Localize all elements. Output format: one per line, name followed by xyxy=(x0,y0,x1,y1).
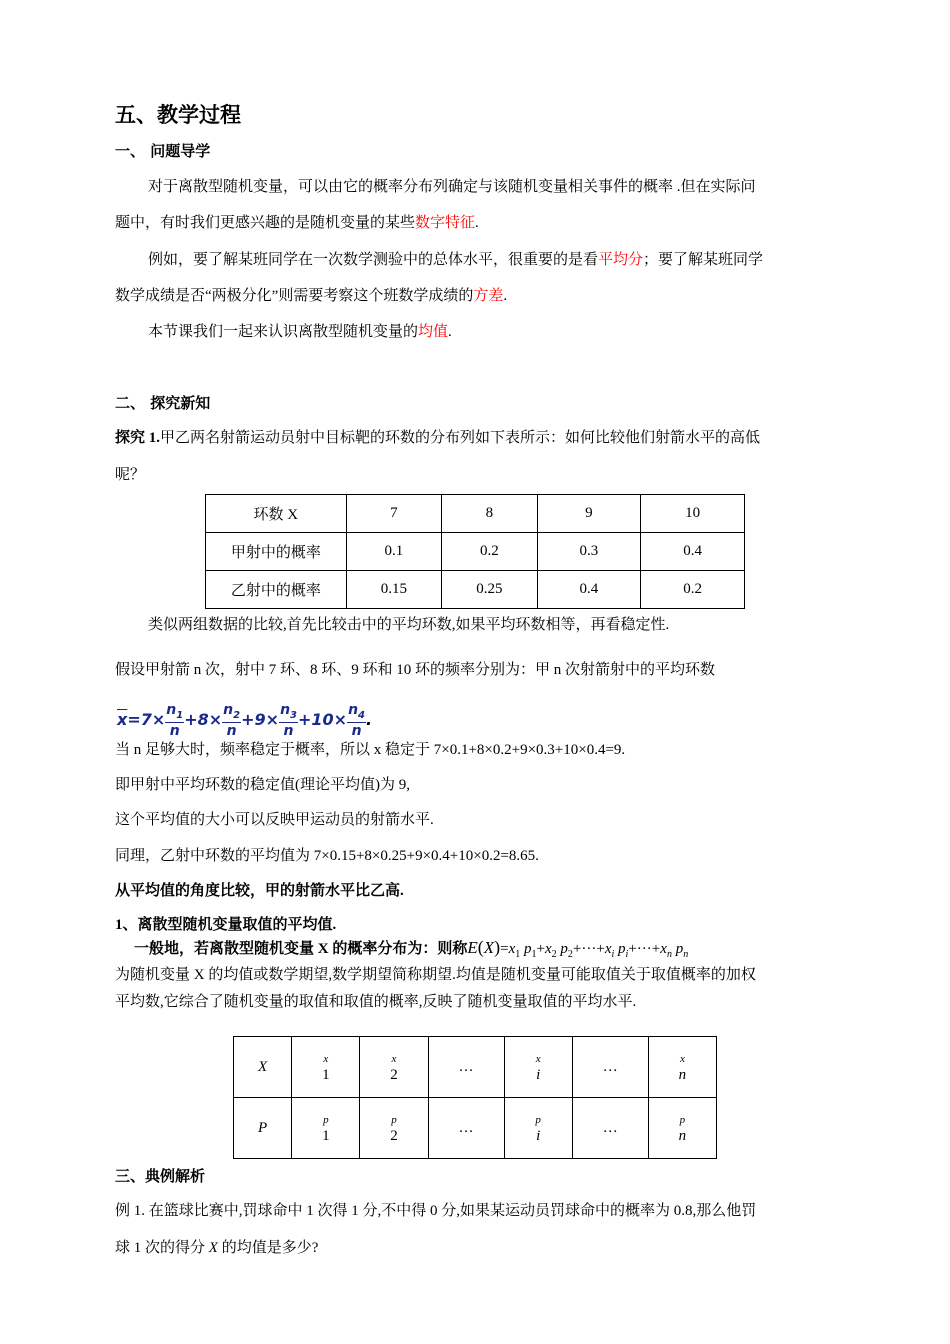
formula-term: p xyxy=(560,941,568,957)
table-cell xyxy=(648,1098,716,1159)
table-cell: 8 xyxy=(442,495,537,533)
table-cell: 9 xyxy=(537,495,641,533)
text: p xyxy=(323,1114,329,1126)
text: n xyxy=(166,702,177,719)
table-row xyxy=(206,495,745,533)
text: n xyxy=(348,702,359,719)
text: 2 xyxy=(551,949,557,960)
formula-term: x xyxy=(660,941,667,957)
table-cell: 0.2 xyxy=(641,571,745,609)
yi-mean-line: 同理，乙射中环数的平均值为 7×0.15+8×0.25+9×0.4+10×0.2=8.65. xyxy=(115,848,539,864)
table-cell: 10 xyxy=(641,495,745,533)
paragraph-3 xyxy=(148,320,452,341)
text: 3 xyxy=(290,709,297,721)
text: n xyxy=(226,722,237,739)
text: 2 xyxy=(390,1128,398,1144)
table-cell: 0.25 xyxy=(442,571,537,609)
highlight-numeric-feature: 数字特征 xyxy=(415,215,476,231)
fraction xyxy=(347,703,366,738)
x-bar: $\overline{x}$ xyxy=(117,710,128,729)
example-1-line-b xyxy=(115,1236,318,1257)
text: 例如，要了解某班同学在一次数学测验中的总体水平，很重要的是看 xyxy=(148,252,599,268)
table-row xyxy=(206,571,745,609)
formula-term: + xyxy=(536,941,545,957)
text: 2 xyxy=(233,709,241,721)
fraction xyxy=(279,703,298,738)
formula-term: p xyxy=(675,941,684,957)
text: p xyxy=(391,1114,397,1126)
formula-term: ··· xyxy=(581,941,597,957)
table-cell: 乙射中的概率 xyxy=(206,571,347,609)
paragraph-2b xyxy=(115,284,507,305)
text: 数学成绩是否“两极分化”则需要考察这个班数学成绩的 xyxy=(115,288,474,304)
text: 2 xyxy=(567,949,573,960)
text: X xyxy=(208,1240,218,1256)
formula-term: p xyxy=(618,941,626,957)
paragraph-1a: 对于离散型随机变量，可以由它的概率分布列确定与该随机变量相关事件的概率 .但在实际问 xyxy=(148,179,756,195)
text: x xyxy=(323,1053,329,1065)
table-cell: … xyxy=(428,1037,504,1098)
table-cell xyxy=(504,1098,572,1159)
text: 甲乙两名射箭运动员射中目标靶的环数的分布列如下表所示：如何比较他们射箭水平的高低 xyxy=(160,430,761,446)
conclusion-line: 从平均值的角度比较，甲的射箭水平比乙高. xyxy=(115,883,404,899)
text: 1 xyxy=(515,949,521,960)
formula-term: ··· xyxy=(636,941,652,957)
table-cell: … xyxy=(572,1037,648,1098)
explore-1-line-b: 呢？ xyxy=(115,467,146,483)
mean-rings-formula xyxy=(117,700,372,740)
text: n xyxy=(678,1067,687,1083)
formula-term: + xyxy=(628,941,637,957)
table-cell xyxy=(648,1037,716,1098)
fraction xyxy=(222,703,241,738)
text: 球 1 次的得分 xyxy=(115,1240,209,1256)
text: 1 xyxy=(322,1128,330,1144)
text: n xyxy=(280,702,291,719)
highlight-average-score: 平均分 xyxy=(598,252,644,268)
text: p xyxy=(679,1114,686,1126)
text: 1 xyxy=(176,709,184,721)
text: n xyxy=(666,949,672,960)
table-row xyxy=(234,1098,717,1159)
text: n xyxy=(678,1128,687,1144)
text: i xyxy=(536,1067,541,1083)
text: n xyxy=(283,722,294,739)
highlight-variance: 方差 xyxy=(473,288,504,304)
subheading-mean: 1、离散型随机变量取值的平均值. xyxy=(115,917,337,933)
text: 1 xyxy=(322,1067,330,1083)
table-row xyxy=(234,1037,717,1098)
explore-label: 探究 1. xyxy=(115,430,161,446)
heading-problem-guide: 一、 问题导学 xyxy=(115,142,211,160)
table-cell xyxy=(292,1037,360,1098)
table-cell: P xyxy=(234,1098,292,1159)
text: i xyxy=(536,1128,541,1144)
table-cell xyxy=(360,1037,428,1098)
formula-term: . xyxy=(366,710,373,729)
table-cell: 环数 X xyxy=(206,495,347,533)
reflect-line: 这个平均值的大小可以反映甲运动员的射箭水平. xyxy=(115,812,434,828)
table-cell: X xyxy=(234,1037,292,1098)
formula-term: p xyxy=(524,941,532,957)
text: n xyxy=(223,702,234,719)
text: 4 xyxy=(358,709,366,721)
formula-term: + xyxy=(572,941,582,957)
formula-term: x xyxy=(604,941,612,957)
formula-term: = xyxy=(500,941,509,957)
table-cell: 0.2 xyxy=(442,533,537,571)
table-cell xyxy=(292,1098,360,1159)
text: x xyxy=(679,1053,685,1065)
section-title: 五、教学过程 xyxy=(115,103,241,127)
text: x xyxy=(535,1053,541,1065)
text: 1 xyxy=(531,949,537,960)
heading-explore-new: 二、 探究新知 xyxy=(115,394,211,412)
table-cell: 0.3 xyxy=(537,533,641,571)
table-cell: … xyxy=(428,1098,504,1159)
table-cell: 0.1 xyxy=(346,533,441,571)
definition-line-b: 为随机变量 X 的均值或数学期望,数学期望简称期望.均值是随机变量可能取值关于取值概率的加权 xyxy=(115,967,756,983)
general-definition-line: 一般地，若离散型随机变量 X 的概率分布为：则称$E(X)=x_1$ $p_1+x_2$ $p_2+\cdot\cdot\cdot+x_i$ $p_i+\cdot\cdot\cdot+x_n$ $p_n$ xyxy=(134,937,689,960)
table-cell: 7 xyxy=(346,495,441,533)
table-cell: 甲射中的概率 xyxy=(206,533,347,571)
text: n xyxy=(683,949,689,960)
text: 的均值是多少? xyxy=(217,1240,319,1256)
text: n xyxy=(351,722,362,739)
formula-term: x xyxy=(544,941,552,957)
definition-line-c: 平均数,它综合了随机变量的取值和取值的概率,反映了随机变量取值的平均水平. xyxy=(115,994,637,1010)
table-cell: 0.4 xyxy=(537,571,641,609)
text: . xyxy=(475,215,479,231)
text: 本节课我们一起来认识离散型随机变量的 xyxy=(148,324,419,340)
formula-term: E xyxy=(467,938,478,957)
text: i xyxy=(611,949,615,960)
highlight-mean: 均值 xyxy=(418,324,449,340)
stability-line: 当 n 足够大时，频率稳定于概率，所以 x 稳定于 7×0.1+8×0.2+9×0.3+10×0.4=9. xyxy=(115,742,626,758)
text: n xyxy=(169,722,180,739)
table-row xyxy=(206,533,745,571)
explore-1-line-a xyxy=(115,426,760,447)
formula-term: X xyxy=(483,938,495,957)
fraction xyxy=(165,703,184,738)
formula-term: + xyxy=(651,941,661,957)
text: 2 xyxy=(390,1067,398,1083)
text: 一般地，若离散型随机变量 X 的概率分布为：则称 xyxy=(134,941,468,957)
text: . xyxy=(448,324,452,340)
table-cell xyxy=(504,1037,572,1098)
text: . xyxy=(503,288,508,304)
table-cell: 0.15 xyxy=(346,571,441,609)
table-cell: … xyxy=(572,1098,648,1159)
paragraph-1b xyxy=(115,211,479,232)
text: p xyxy=(535,1114,541,1126)
heading-example-analysis: 三、典例解析 xyxy=(115,1167,206,1185)
table-followup: 类似两组数据的比较,首先比较击中的平均环数,如果平均环数相等，再看稳定性. xyxy=(148,617,670,633)
text: ；要了解某班同学 xyxy=(643,252,764,268)
text: x xyxy=(391,1053,397,1065)
paragraph-2a xyxy=(148,248,763,269)
formula-term: x xyxy=(508,941,516,957)
text: i xyxy=(625,949,629,960)
archery-distribution-table xyxy=(205,494,745,609)
theory-mean-line: 即甲射中平均环数的稳定值(理论平均值)为 9, xyxy=(115,777,410,793)
table-cell: 0.4 xyxy=(641,533,745,571)
general-distribution-table xyxy=(233,1036,717,1159)
table-cell xyxy=(360,1098,428,1159)
formula-term: =7× xyxy=(127,710,166,729)
formula-term: +9× xyxy=(241,710,280,729)
assume-line: 假设甲射箭 n 次，射中 7 环、8 环、9 环和 10 环的频率分别为：甲 n 次射箭射中的平均环数 xyxy=(115,662,716,678)
formula-term: + xyxy=(596,941,605,957)
example-1-line-a: 例 1. 在篮球比赛中,罚球命中 1 次得 1 分,不中得 0 分,如果某运动员罚球命中的概率为 0.8,那么他罚 xyxy=(115,1203,757,1219)
formula-term: +10× xyxy=(298,710,348,729)
text: 题中，有时我们更感兴趣的是随机变量的某些 xyxy=(115,215,416,231)
formula-term: +8× xyxy=(184,710,223,729)
